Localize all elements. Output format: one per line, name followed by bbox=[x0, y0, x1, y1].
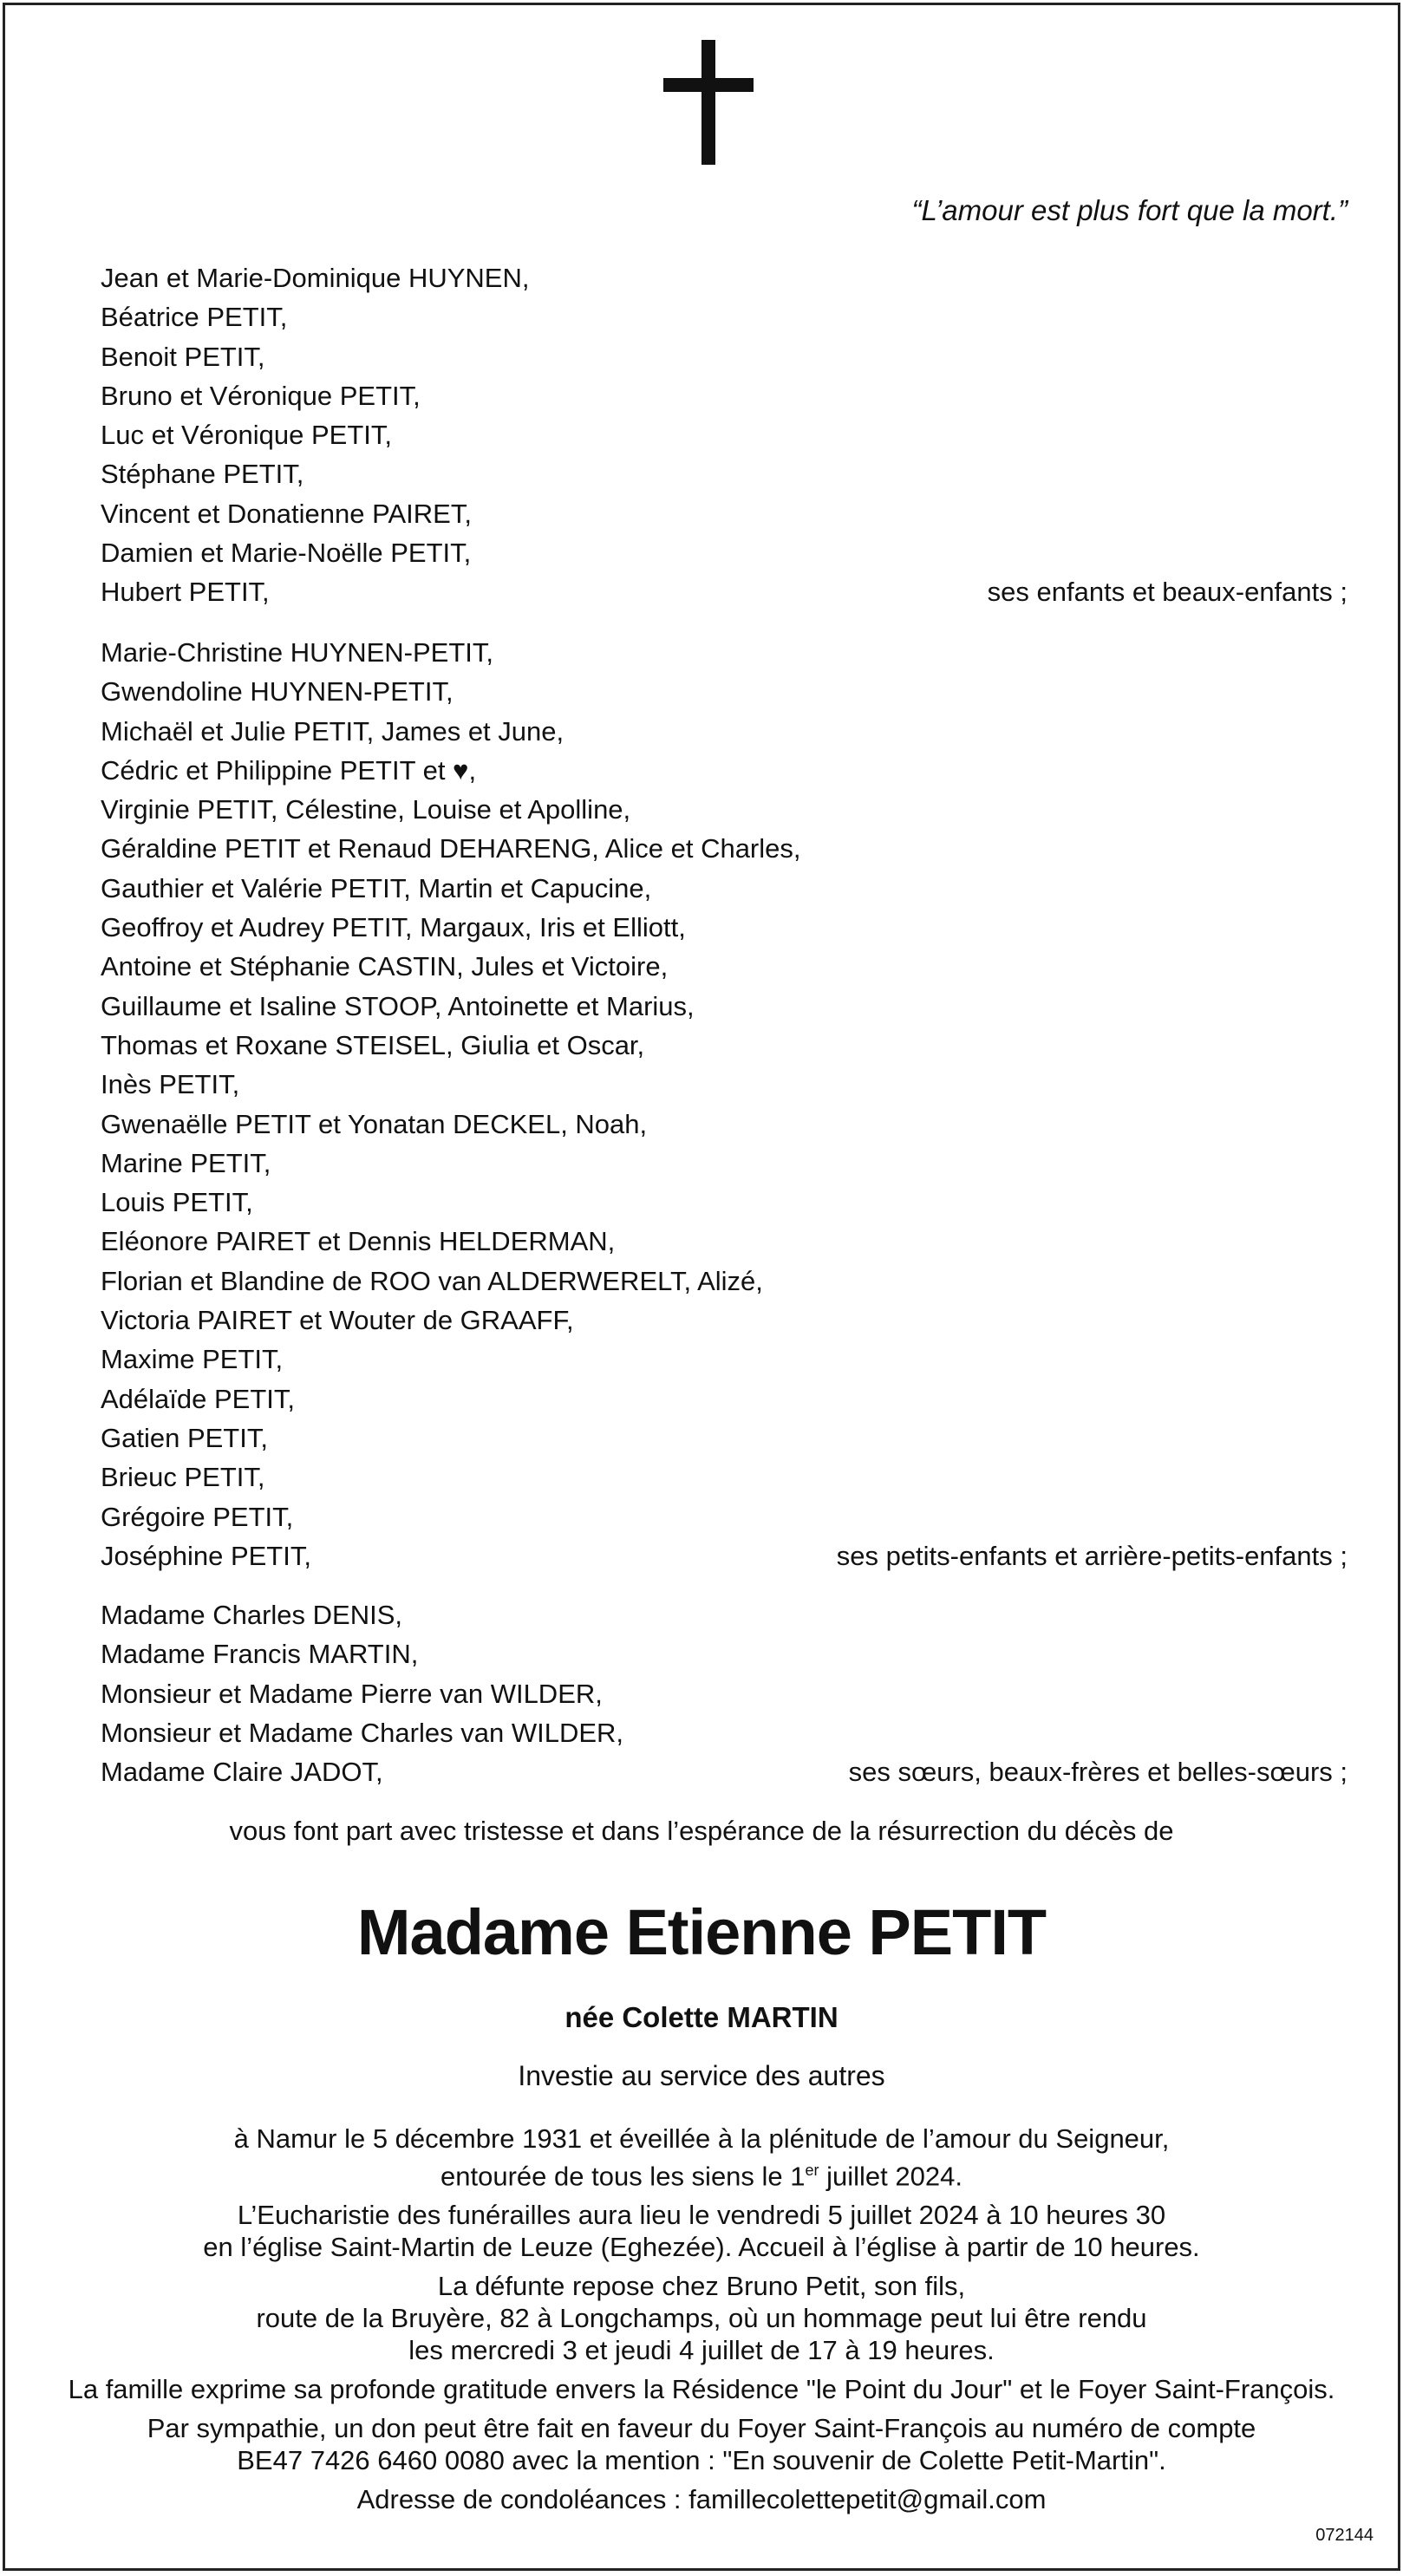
family-line: Michaël et Julie PETIT, James et June, bbox=[101, 715, 564, 747]
family-line: Adélaïde PETIT, bbox=[101, 1383, 296, 1414]
family-line: Maxime PETIT, bbox=[101, 1344, 284, 1375]
family-line: Madame Claire JADOT, ses sœurs, beaux-frères et belles-sœurs ; bbox=[101, 1752, 1348, 1791]
family-line: Vincent et Donatienne PAIRET, bbox=[101, 498, 472, 529]
family-line: Thomas et Roxane STEISEL, Giulia et Oscar, bbox=[101, 1029, 645, 1060]
family-line: Antoine et Stéphanie CASTIN, Jules et Victoire, bbox=[101, 951, 669, 982]
obituary-notice bbox=[3, 3, 1400, 2571]
tagline: Investie au service des autres bbox=[518, 2060, 885, 2091]
family-line: Florian et Blandine de ROO van ALDERWERELT, Alizé, bbox=[101, 1265, 763, 1296]
family-line: Eléonore PAIRET et Dennis HELDERMAN, bbox=[101, 1226, 616, 1257]
family-line: Hubert PETIT, ses enfants et beaux-enfants ; bbox=[101, 572, 1348, 611]
cross-icon bbox=[663, 40, 754, 165]
relation-label: ses sœurs, beaux-frères et belles-sœurs ; bbox=[848, 1757, 1348, 1788]
gratitude-paragraph: La famille exprime sa profonde gratitude envers la Résidence "le Point du Jour" et le Foyer Saint-François. bbox=[68, 2374, 1335, 2405]
family-line: Monsieur et Madame Pierre van WILDER, bbox=[101, 1678, 603, 1709]
deceased-name: Madame Etienne PETIT bbox=[356, 1896, 1047, 1968]
family-line: Brieuc PETIT, bbox=[101, 1462, 265, 1493]
birth-death-paragraph: à Namur le 5 décembre 1931 et éveillée à la plénitude de l’amour du Seigneur, entourée de tous les siens le 1er juillet 2024. bbox=[233, 2123, 1170, 2192]
family-line: Géraldine PETIT et Renaud DEHARENG, Alice et Charles, bbox=[101, 833, 801, 864]
family-line: Bruno et Véronique PETIT, bbox=[101, 380, 421, 411]
family-line: Virginie PETIT, Célestine, Louise et Apolline, bbox=[101, 794, 631, 825]
family-line: Madame Charles DENIS, bbox=[101, 1600, 403, 1630]
family-line: Guillaume et Isaline STOOP, Antoinette et Marius, bbox=[101, 990, 695, 1021]
family-group-grandchildren bbox=[101, 633, 1348, 1575]
family-line: Jean et Marie-Dominique HUYNEN, bbox=[101, 263, 530, 293]
family-line: Geoffroy et Audrey PETIT, Margaux, Iris et Elliott, bbox=[101, 912, 686, 943]
family-line: Benoit PETIT, bbox=[101, 341, 265, 372]
epigraph-quote: “L’amour est plus fort que la mort.” bbox=[911, 194, 1348, 226]
family-line: Marie-Christine HUYNEN-PETIT, bbox=[101, 637, 494, 668]
family-line: Marine PETIT, bbox=[101, 1147, 271, 1178]
funeral-paragraph: L’Eucharistie des funérailles aura lieu le vendredi 5 juillet 2024 à 10 heures 30 en l’église Saint-Martin de Leuze (Eghezée). Accueil à l’église à partir de 10 heures. bbox=[203, 2200, 1200, 2263]
donation-paragraph: Par sympathie, un don peut être fait en faveur du Foyer Saint-François au numéro de compte BE47 7426 6460 0080 avec la mention : "En souvenir de Colette Petit-Martin". bbox=[147, 2413, 1256, 2476]
family-group-children bbox=[101, 258, 1348, 612]
reference-number: 072144 bbox=[1315, 2526, 1374, 2545]
family-line: Gwendoline HUYNEN-PETIT, bbox=[101, 676, 454, 708]
family-line: Béatrice PETIT, bbox=[101, 302, 288, 333]
family-group-siblings bbox=[101, 1595, 1348, 1791]
family-line: Stéphane PETIT, bbox=[101, 459, 304, 490]
family-line: Cédric et Philippine PETIT et ♥, bbox=[101, 754, 477, 786]
family-line: Louis PETIT, bbox=[101, 1187, 253, 1218]
family-line: Gwenaëlle PETIT et Yonatan DECKEL, Noah, bbox=[101, 1108, 648, 1139]
family-line: Inès PETIT, bbox=[101, 1069, 240, 1100]
family-line: Luc et Véronique PETIT, bbox=[101, 420, 393, 451]
announcement-intro: vous font part avec tristesse et dans l’espérance de la résurrection du décès de bbox=[229, 1816, 1174, 1846]
family-line: Victoria PAIRET et Wouter de GRAAFF, bbox=[101, 1305, 574, 1336]
family-line: Madame Francis MARTIN, bbox=[101, 1639, 419, 1670]
family-line: Gatien PETIT, bbox=[101, 1422, 268, 1453]
family-line: Monsieur et Madame Charles van WILDER, bbox=[101, 1717, 624, 1748]
viewing-paragraph: La défunte repose chez Bruno Petit, son fils, route de la Bruyère, 82 à Longchamps, où un hommage peut lui être rendu les mercredi 3 et jeudi 4 juillet de 17 à 19 heures. bbox=[256, 2271, 1147, 2366]
condolences-address: Adresse de condoléances : famillecolettepetit@gmail.com bbox=[356, 2484, 1047, 2515]
family-line: Joséphine PETIT, ses petits-enfants et arrière-petits-enfants ; bbox=[101, 1536, 1348, 1575]
family-line: Grégoire PETIT, bbox=[101, 1501, 294, 1532]
family-line: Damien et Marie-Noëlle PETIT, bbox=[101, 538, 472, 569]
relation-label: ses enfants et beaux-enfants ; bbox=[987, 577, 1348, 608]
details-section bbox=[23, 2123, 1380, 2522]
relation-label: ses petits-enfants et arrière-petits-enfants ; bbox=[836, 1540, 1348, 1571]
family-line: Gauthier et Valérie PETIT, Martin et Capucine, bbox=[101, 872, 652, 903]
maiden-name: née Colette MARTIN bbox=[564, 2001, 839, 2033]
